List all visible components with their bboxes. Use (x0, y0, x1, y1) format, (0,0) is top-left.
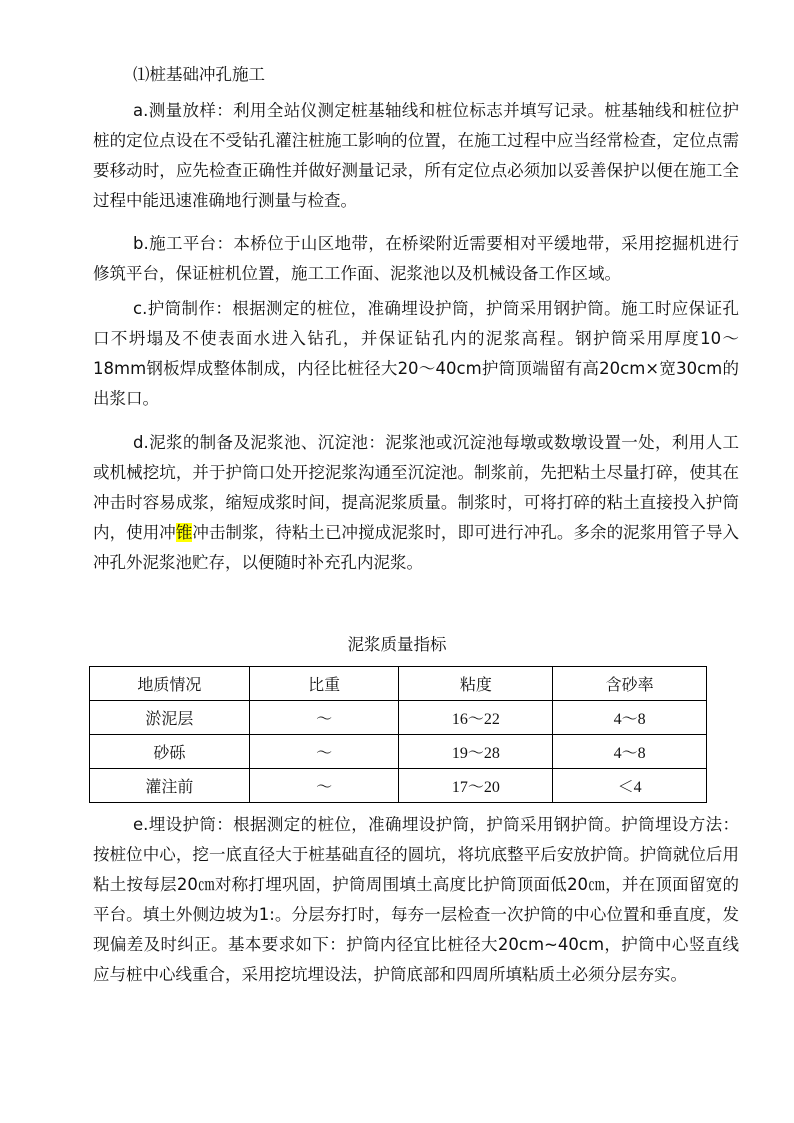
highlighted-character: 锥 (175, 523, 193, 542)
table-row (90, 701, 707, 735)
paragraph-d (93, 428, 739, 578)
table-header-cell: 粘度 (399, 667, 553, 701)
table-cell: ～ (249, 701, 399, 735)
paragraph-e: e.埋设护筒：根据测定的桩位，准确埋设护筒，护筒采用钢护筒。护筒埋设方法：按桩位中心，挖一底直径大于桩基础直径的圆坑，将坑底整平后安放护筒。护筒就位后用粘土按每层20㎝对称打埋巩固，护筒周围填土高度比护筒顶面低20㎝，并在顶面留宽的平台。填土外侧边坡为1:。分层夯打时，每夯一层检查一次护筒的中心位置和垂直度，发现偏差及时纠正。基本要求如下：护筒内径宜比桩径大20cm~40cm，护筒中心竖直线应与桩中心线重合，采用挖坑埋设法，护筒底部和四周所填粘质土必须分层夯实。 (93, 815, 739, 984)
table-header-cell: 含砂率 (553, 667, 707, 701)
paragraph-d-text-before: d.泥浆的制备及泥浆池、沉淀池：泥浆池或沉淀池每墩或数墩设置一处，利用人工或机械挖坑，并于护筒口处开挖泥浆沟通至沉淀池。制浆前，先把粘土尽量打碎，使其在冲击时容易成浆，缩短成浆时间，提高泥浆质量。制浆时，可将打碎的粘土直接投入护筒内，使用冲 (93, 433, 739, 542)
table-cell: 19～28 (399, 735, 553, 769)
table-row (90, 735, 707, 769)
section-heading: ⑴桩基础冲孔施工 (133, 65, 265, 84)
paragraph-d-text-after: 冲击制浆，待粘土已冲搅成泥浆时，即可进行冲孔。多余的泥浆用管子导入冲孔外泥浆池贮存，以便随时补充孔内泥浆。 (93, 523, 740, 572)
mud-quality-table (89, 666, 707, 803)
table-cell: 淤泥层 (90, 701, 250, 735)
paragraph-a: a.测量放样：利用全站仪测定桩基轴线和桩位标志并填写记录。桩基轴线和桩位护桩的定位点设在不受钻孔灌注桩施工影响的位置，在施工过程中应当经常检查，定位点需要移动时，应先检查正确性并做好测量记录，所有定位点必须加以妥善保护以便在施工全过程中能迅速准确地行测量与检查。 (93, 101, 739, 210)
table-title: 泥浆质量指标 (347, 635, 447, 654)
table-cell: 砂砾 (90, 735, 250, 769)
table-row (90, 769, 707, 803)
table-cell: 16～22 (399, 701, 553, 735)
paragraph-c: c.护筒制作：根据测定的桩位，准确埋设护筒，护筒采用钢护筒。施工时应保证孔口不坍塌及不使表面水进入钻孔，并保证钻孔内的泥浆高程。钢护筒采用厚度10～18mm钢板焊成整体制成，内径比桩径大20～40cm护筒顶端留有高20cm×宽30cm的出浆口。 (93, 299, 739, 408)
table-header-row (90, 667, 707, 701)
table-cell: ＜4 (553, 769, 707, 803)
paragraph-b: b.施工平台：本桥位于山区地带，在桥梁附近需要相对平缓地带，采用挖掘机进行修筑平台，保证桩机位置，施工工作面、泥浆池以及机械设备工作区域。 (93, 234, 739, 283)
table-cell: 4～8 (553, 735, 707, 769)
table-cell: ～ (249, 769, 399, 803)
table-cell: 17～20 (399, 769, 553, 803)
table-header-cell: 比重 (249, 667, 399, 701)
table-header-cell: 地质情况 (90, 667, 250, 701)
table-cell: 4～8 (553, 701, 707, 735)
table-cell: 灌注前 (90, 769, 250, 803)
table-cell: ～ (249, 735, 399, 769)
